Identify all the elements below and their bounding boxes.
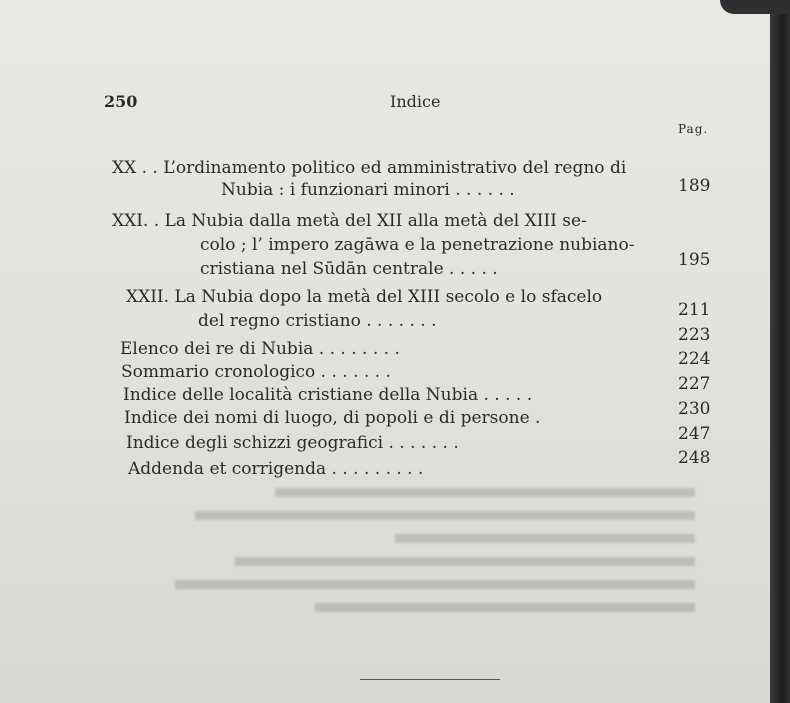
toc-entry: Indice delle località cristiane della Nubia . . . . . xyxy=(123,385,533,405)
toc-entry-xxii-line-2: del regno cristiano . . . . . . . xyxy=(198,311,437,331)
bottom-rule xyxy=(360,679,500,680)
toc-page-number: 230 xyxy=(678,399,711,419)
book-edge xyxy=(770,0,790,703)
page-column-label: Pag. xyxy=(678,122,709,136)
toc-page-number: 224 xyxy=(678,349,711,369)
toc-page-number: 223 xyxy=(678,325,711,345)
toc-entry-xxi-line-2: colo ; l’ impero zagāwa e la penetrazione nubiano- xyxy=(200,235,635,255)
toc-page-number: 211 xyxy=(678,300,711,320)
book-corner xyxy=(720,0,790,14)
page-number: 250 xyxy=(104,92,138,111)
toc-page-number: 195 xyxy=(678,250,711,270)
toc-entry-xx-line-2: Nubia : i funzionari minori . . . . . . xyxy=(221,180,515,200)
bleed-through-texture xyxy=(135,480,735,680)
toc-page-number: 189 xyxy=(678,176,711,196)
toc-entry-xxi-line-3: cristiana nel Sūdān centrale . . . . . xyxy=(200,259,498,279)
toc-entry-xx-line-1: XX . . L’ordinamento politico ed amministrativo del regno di xyxy=(112,158,627,178)
toc-entry: Indice dei nomi di luogo, di popoli e di persone . xyxy=(124,408,541,428)
chapter-numeral: XXI. . xyxy=(112,211,165,231)
toc-page-number: 247 xyxy=(678,424,711,444)
toc-entry-xxii-line-1: XXII. La Nubia dopo la metà del XIII secolo e lo sfacelo xyxy=(126,287,603,307)
chapter-numeral: XX . . xyxy=(112,158,164,178)
toc-entry-xxi-line-1: XXI. . La Nubia dalla metà del XII alla metà del XIII se- xyxy=(112,211,587,231)
toc-page-number: 227 xyxy=(678,374,711,394)
toc-entry: Elenco dei re di Nubia . . . . . . . . xyxy=(120,339,400,359)
running-title: Indice xyxy=(390,92,441,111)
toc-entry: Sommario cronologico . . . . . . . xyxy=(121,362,391,382)
chapter-numeral: XXII. xyxy=(126,287,175,307)
toc-page-number: 248 xyxy=(678,448,711,468)
toc-entry: Addenda et corrigenda . . . . . . . . . xyxy=(128,459,424,479)
toc-entry: Indice degli schizzi geografici . . . . . . . xyxy=(126,433,459,453)
